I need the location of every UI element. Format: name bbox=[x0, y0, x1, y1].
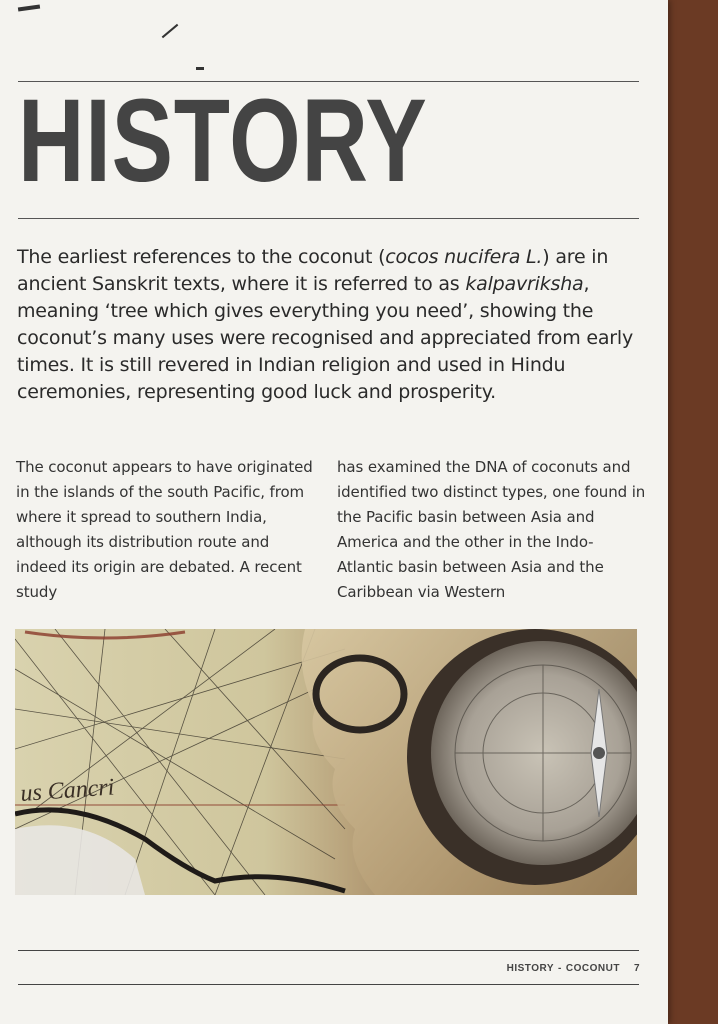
ink-speck bbox=[162, 24, 179, 38]
body-column-left: The coconut appears to have originated in the islands of the south Pacific, from where it spread to southern India, although its distribution route and indeed its origin are debated. A recent study bbox=[16, 458, 313, 601]
map-compass-photo bbox=[15, 629, 637, 895]
footer-section: HISTORY bbox=[506, 963, 555, 974]
intro-text-1: The earliest references to the coconut ( bbox=[17, 246, 386, 268]
footer-book-title: COCONUT bbox=[565, 963, 620, 974]
footer-rule-top bbox=[18, 950, 639, 951]
footer-separator: - bbox=[558, 963, 562, 974]
page-number: 7 bbox=[633, 963, 640, 974]
ink-speck bbox=[196, 67, 204, 70]
running-footer bbox=[480, 963, 640, 974]
title-bottom-rule bbox=[18, 218, 639, 219]
intro-paragraph bbox=[17, 244, 637, 406]
intro-text-3: , meaning ‘tree which gives everything you need’, showing the coconut’s many uses were recognised and appreciated from early times. It is still revered in Indian religion and used in Hindu ceremonies, representing good luck and prosperity. bbox=[17, 273, 634, 403]
photo-illustration bbox=[15, 629, 637, 895]
glasses-lens bbox=[15, 825, 145, 895]
intro-text-2: ) are in ancient Sanskrit texts, where it is referred to as bbox=[17, 246, 609, 295]
page-title: HISTORY bbox=[18, 75, 428, 207]
compass-pivot bbox=[593, 747, 605, 759]
body-column-right: has examined the DNA of coconuts and identified two distinct types, one found in the Pacific basin between Asia and America and the other in the Indo-Atlantic basin between Asia and the Caribbean via Western bbox=[337, 458, 646, 601]
footer-rule-bottom bbox=[18, 984, 639, 985]
map-arc bbox=[25, 632, 185, 638]
map-label: us Cancri bbox=[19, 774, 116, 807]
latin-name: cocos nucifera L. bbox=[385, 246, 543, 268]
sanskrit-term: kalpavriksha bbox=[465, 273, 584, 295]
ink-speck bbox=[18, 4, 40, 11]
